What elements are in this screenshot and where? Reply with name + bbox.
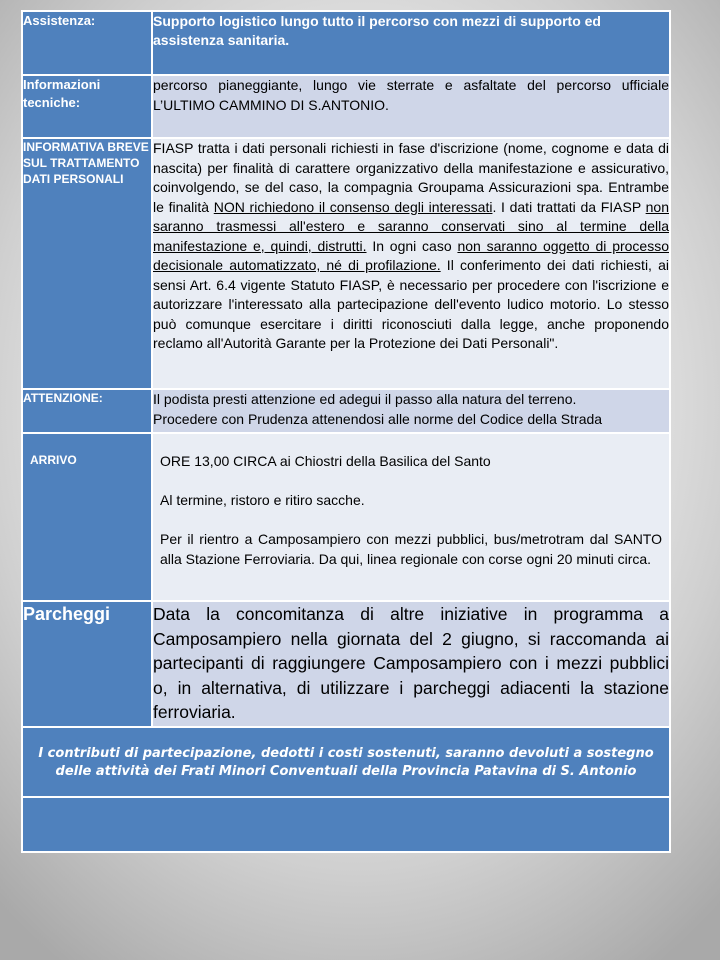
privacy-underline-3: non saranno oggetto di processo decisionale automatizzato, né di profilazione. — [153, 237, 669, 273]
value-arrivo — [152, 433, 670, 601]
privacy-text-4: Il conferimento dei dati richiesti, ai sensi Art. 6.4 vigente Statuto FIASP, è necessario per procedere con l'iscrizione e autorizzare l'interessato alla partecipazione dell'evento ludico motorio. Lo stesso può comunque esercitare i diritti riconosciuti dalla legge, anche proponendo reclamo all'Autorità Garante per la Protezione dei Dati Personali". — [153, 257, 669, 351]
value-parcheggi — [152, 601, 670, 727]
row-footer — [22, 727, 670, 797]
label-parcheggi-text: Parcheggi — [23, 604, 111, 624]
row-parcheggi — [22, 601, 670, 727]
row-arrivo — [22, 433, 670, 601]
footer-line-2: delle attività dei Frati Minori Conventuali della Provincia Patavina di S. Antonio — [55, 764, 637, 779]
label-info-tecniche-text: Informazioni tecniche: — [23, 77, 101, 110]
label-assistenza-text: Assistenza: — [23, 13, 96, 28]
label-privacy — [22, 138, 152, 389]
label-arrivo-text: ARRIVO — [30, 453, 77, 467]
info-table — [21, 10, 671, 853]
privacy-paragraph — [153, 139, 669, 354]
arrivo-line-3: Per il rientro a Camposampiero con mezzi pubblici, bus/metrotram dal SANTO alla Stazione Ferroviaria. Da qui, linea regionale con corse ogni 20 minuti circa. — [160, 531, 662, 567]
footer-line-1: I contributi di partecipazione, dedotti i costi sostenuti, saranno devoluti a sostegno — [38, 746, 654, 761]
row-info-tecniche — [22, 75, 670, 138]
attenzione-line-2: Procedere con Prudenza attenendosi alle norme del Codice della Strada — [153, 410, 603, 427]
row-assistenza — [22, 11, 670, 75]
privacy-text-2: . I dati trattati da FIASP — [492, 198, 646, 215]
arrivo-line-1: ORE 13,00 CIRCA ai Chiostri della Basilica del Santo — [160, 453, 491, 469]
label-parcheggi — [22, 601, 152, 727]
privacy-underline-2: non saranno trasmessi all'estero e saranno conservati sino al termine della manifestazione e, quindi, distrutti. — [153, 198, 669, 254]
row-privacy — [22, 138, 670, 389]
label-info-tecniche — [22, 75, 152, 138]
info-tecniche-text: percorso pianeggiante, lungo vie sterrate e asfaltate del percorso ufficiale L’ULTIMO CAMMINO DI S.ANTONIO. — [153, 77, 669, 113]
row-empty — [22, 797, 670, 852]
value-privacy — [152, 138, 670, 389]
privacy-underline-1: NON richiedono il consenso degli interessati — [213, 198, 493, 215]
attenzione-line-1: Il podista presti attenzione ed adegui il passo alla natura del terreno. — [153, 391, 577, 407]
value-assistenza — [152, 11, 670, 75]
label-attenzione — [22, 389, 152, 433]
assistenza-text: Supporto logistico lungo tutto il percorso con mezzi di supporto ed assistenza sanitaria. — [153, 13, 601, 48]
parcheggi-text: Data la concomitanza di altre iniziative in programma a Camposampiero nella giornata del 2 giugno, si raccomanda ai partecipanti di raggiungere Camposampiero con i mezzi pubblici o, in alternativa, di utilizzare i parcheggi adiacenti la stazione ferroviaria. — [153, 604, 669, 722]
privacy-text-1: FIASP tratta i dati personali richiesti in fase d'iscrizione (nome, cognome e data di nascita) per finalità di carattere organizzativo della manifestazione e assicurativo, coinvolgendo, se del caso, la compagnia Groupama Assicurazioni spa. Entrambe le finalità — [153, 140, 669, 215]
label-assistenza — [22, 11, 152, 75]
footer-note — [22, 727, 670, 797]
empty-cell — [22, 797, 670, 852]
arrivo-line-2: Al termine, ristoro e ritiro sacche. — [160, 492, 365, 508]
label-attenzione-text: ATTENZIONE: — [23, 391, 103, 405]
label-privacy-text: INFORMATIVA BREVE SUL TRATTAMENTO DATI PERSONALI — [23, 140, 149, 186]
label-arrivo — [22, 433, 152, 601]
value-attenzione — [152, 389, 670, 433]
privacy-text-3: In ogni caso — [366, 237, 458, 254]
value-info-tecniche — [152, 75, 670, 138]
row-attenzione — [22, 389, 670, 433]
